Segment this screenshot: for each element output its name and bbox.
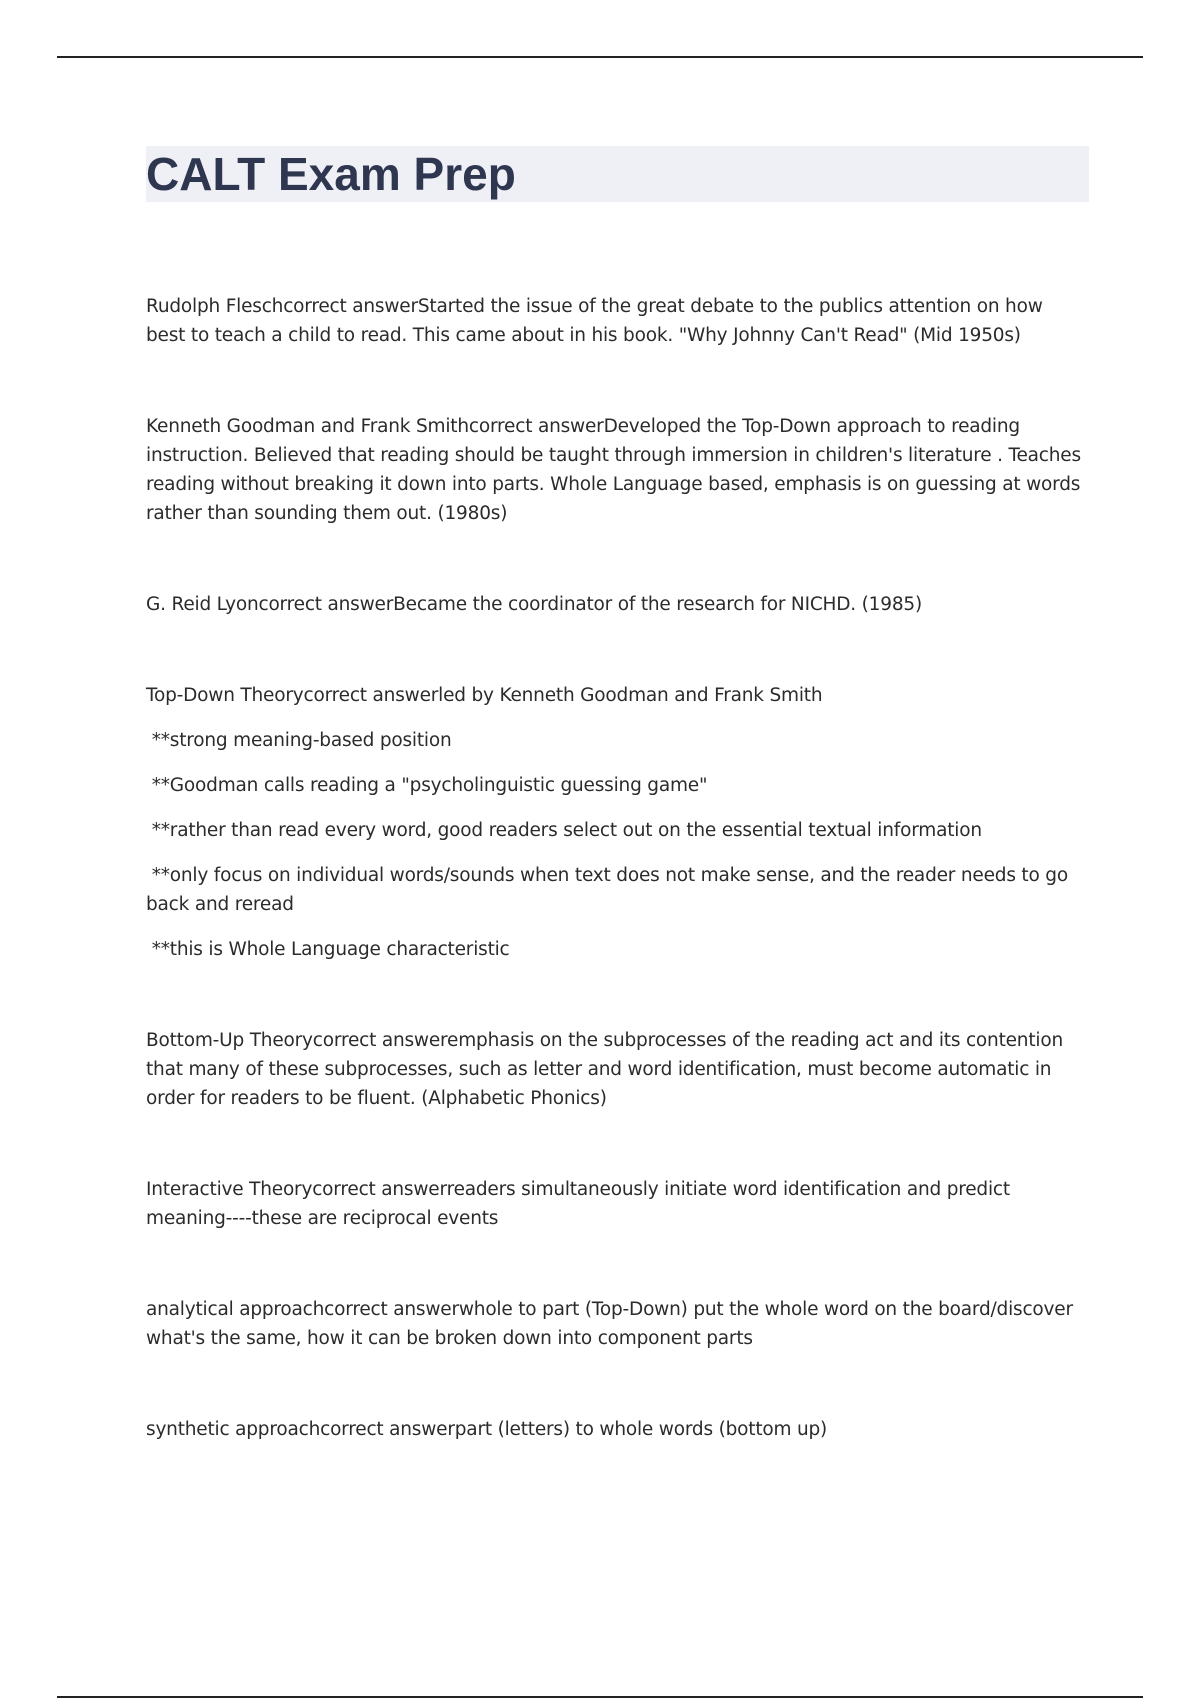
entry-analytical-approach: analytical approachcorrect answerwhole to part (Top-Down) put the whole word on the board/discover what's the same, how it can be broken down into component parts bbox=[146, 1299, 1073, 1349]
page-title: CALT Exam Prep bbox=[146, 148, 516, 200]
entry-reid-lyon: G. Reid Lyoncorrect answerBecame the coordinator of the research for NICHD. (1985) bbox=[146, 594, 922, 615]
top-down-sub-item: **strong meaning-based position bbox=[151, 730, 452, 751]
top-down-sub-item: **Goodman calls reading a "psycholinguistic guessing game" bbox=[151, 775, 708, 796]
top-down-sub-item: **only focus on individual words/sounds when text does not make sense, and the reader needs to go back and reread bbox=[146, 865, 1068, 915]
entry-top-down-theory: Top-Down Theorycorrect answerled by Kenneth Goodman and Frank Smith bbox=[146, 685, 823, 706]
bottom-rule bbox=[57, 1696, 1143, 1698]
entry-goodman-smith: Kenneth Goodman and Frank Smithcorrect answerDeveloped the Top-Down approach to reading instruction. Believed that reading should be taught through immersion in children's literature . Teaches reading without breaking it down into parts. Whole Language based, emphasis is on guessing at words rather than sounding them out. (1980s) bbox=[146, 416, 1081, 524]
entry-list bbox=[146, 292, 1086, 1444]
top-rule bbox=[57, 56, 1143, 58]
top-down-sub-item: **rather than read every word, good readers select out on the essential textual information bbox=[151, 820, 982, 841]
entry-bottom-up-theory: Bottom-Up Theorycorrect answeremphasis on the subprocesses of the reading act and its contention that many of these subprocesses, such as letter and word identification, must become automatic in order for readers to be fluent. (Alphabetic Phonics) bbox=[146, 1030, 1063, 1109]
entry-rudolph-flesch: Rudolph Fleschcorrect answerStarted the issue of the great debate to the publics attention on how best to teach a child to read. This came about in his book. "Why Johnny Can't Read" (Mid 1950s) bbox=[146, 296, 1043, 346]
entry-interactive-theory: Interactive Theorycorrect answerreaders simultaneously initiate word identification and predict meaning----these are reciprocal events bbox=[146, 1179, 1010, 1229]
top-down-sub-item: **this is Whole Language characteristic bbox=[151, 939, 510, 960]
entry-synthetic-approach: synthetic approachcorrect answerpart (letters) to whole words (bottom up) bbox=[146, 1419, 828, 1440]
